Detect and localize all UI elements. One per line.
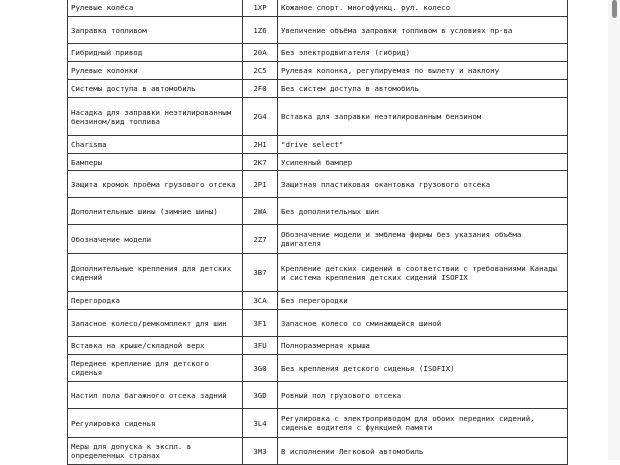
table-row bbox=[68, 382, 568, 409]
table-row bbox=[68, 98, 568, 136]
option-code: 2K7 bbox=[243, 154, 278, 171]
option-code: 2F0 bbox=[243, 80, 278, 98]
table-row bbox=[68, 310, 568, 337]
table-row bbox=[68, 225, 568, 254]
table-row bbox=[68, 409, 568, 438]
option-name: Дополнительные шины (зимние шины) bbox=[68, 198, 243, 225]
scrollbar-thumb[interactable] bbox=[612, 0, 617, 18]
option-name: Переднее крепление для детского сиденья bbox=[68, 355, 243, 382]
option-name: Рулевые колёса bbox=[68, 0, 243, 17]
option-name: Вставка на крыше/складной верх bbox=[68, 337, 243, 355]
option-name: Charisma bbox=[68, 136, 243, 154]
option-description: Полноразмерная крыша bbox=[278, 337, 568, 355]
option-name: Запасное колесо/ремкомплект для шин bbox=[68, 310, 243, 337]
vertical-scrollbar[interactable] bbox=[608, 0, 620, 460]
option-name: Заправка топливом bbox=[68, 17, 243, 44]
option-description: Без дополнительных шин bbox=[278, 198, 568, 225]
table-row bbox=[68, 337, 568, 355]
equipment-table bbox=[67, 0, 568, 465]
option-description: Защитная пластиковая окантовка грузового отсека bbox=[278, 171, 568, 198]
option-name: Защита кромок проёма грузового отсека bbox=[68, 171, 243, 198]
table-row bbox=[68, 198, 568, 225]
option-description: Без крепления детского сиденья (ISOFIX) bbox=[278, 355, 568, 382]
option-description: Без систем доступа в автомобиль bbox=[278, 80, 568, 98]
option-code: 3G0 bbox=[243, 355, 278, 382]
option-description: Запасное колесо со сминающейся шиной bbox=[278, 310, 568, 337]
option-code: 1XP bbox=[243, 0, 278, 17]
table-row bbox=[68, 438, 568, 465]
option-description: Увеличение объёма заправки топливом в условиях пр-ва bbox=[278, 17, 568, 44]
option-name: Меры для допуска к экспл. в определенных странах bbox=[68, 438, 243, 465]
option-code: 3L4 bbox=[243, 409, 278, 438]
option-code: 3M3 bbox=[243, 438, 278, 465]
option-code: 2Z7 bbox=[243, 225, 278, 254]
option-code: 2H1 bbox=[243, 136, 278, 154]
table-row bbox=[68, 17, 568, 44]
option-description: Вставка для заправки неэтилированным бензином bbox=[278, 98, 568, 136]
option-code: 2G4 bbox=[243, 98, 278, 136]
table-row bbox=[68, 62, 568, 80]
option-code: 2P1 bbox=[243, 171, 278, 198]
option-code: 3F1 bbox=[243, 310, 278, 337]
table-row bbox=[68, 171, 568, 198]
option-code: 3GD bbox=[243, 382, 278, 409]
option-name: Насадка для заправки неэтилированным бензином/вид топлива bbox=[68, 98, 243, 136]
option-description: "drive select" bbox=[278, 136, 568, 154]
table-row bbox=[68, 44, 568, 62]
option-name: Бамперы bbox=[68, 154, 243, 171]
table-row bbox=[68, 292, 568, 310]
option-description: Усиленный бампер bbox=[278, 154, 568, 171]
option-name: Дополнительные крепления для детских сидений bbox=[68, 254, 243, 292]
table-row bbox=[68, 154, 568, 171]
option-description: Регулировка с электроприводом для обоих передних сидений, сиденье водителя с функцией памяти bbox=[278, 409, 568, 438]
option-code: 3B7 bbox=[243, 254, 278, 292]
table-row bbox=[68, 136, 568, 154]
option-code: 3CA bbox=[243, 292, 278, 310]
option-name: Рулевые колонки bbox=[68, 62, 243, 80]
option-code: 1Z6 bbox=[243, 17, 278, 44]
option-name: Гибридный привод bbox=[68, 44, 243, 62]
option-name: Перегородка bbox=[68, 292, 243, 310]
option-name: Настил пола багажного отсека задний bbox=[68, 382, 243, 409]
table-row bbox=[68, 80, 568, 98]
option-description: Обозначение модели и эмблема фирмы без указания объёма двигателя bbox=[278, 225, 568, 254]
option-description: Рулевая колонка, регулируемая по вылету и наклону bbox=[278, 62, 568, 80]
table-row bbox=[68, 355, 568, 382]
option-name: Регулировка сиденья bbox=[68, 409, 243, 438]
option-name: Системы доступа в автомобиль bbox=[68, 80, 243, 98]
option-code: 20A bbox=[243, 44, 278, 62]
option-description: Без перегородки bbox=[278, 292, 568, 310]
option-description: В исполнении Легковой автомобиль bbox=[278, 438, 568, 465]
option-description: Кожаное спорт. многофункц. рул. колесо bbox=[278, 0, 568, 17]
option-code: 3FU bbox=[243, 337, 278, 355]
option-description: Без электродвигателя (гибрид) bbox=[278, 44, 568, 62]
option-code: 2WA bbox=[243, 198, 278, 225]
option-description: Ровный пол грузового отсека bbox=[278, 382, 568, 409]
option-name: Обозначение модели bbox=[68, 225, 243, 254]
table-row bbox=[68, 254, 568, 292]
table-row bbox=[68, 0, 568, 17]
option-description: Крепление детских сидений в соответствии с требованиями Канады и система крепления детских сидений ISOFIX bbox=[278, 254, 568, 292]
option-code: 2C5 bbox=[243, 62, 278, 80]
